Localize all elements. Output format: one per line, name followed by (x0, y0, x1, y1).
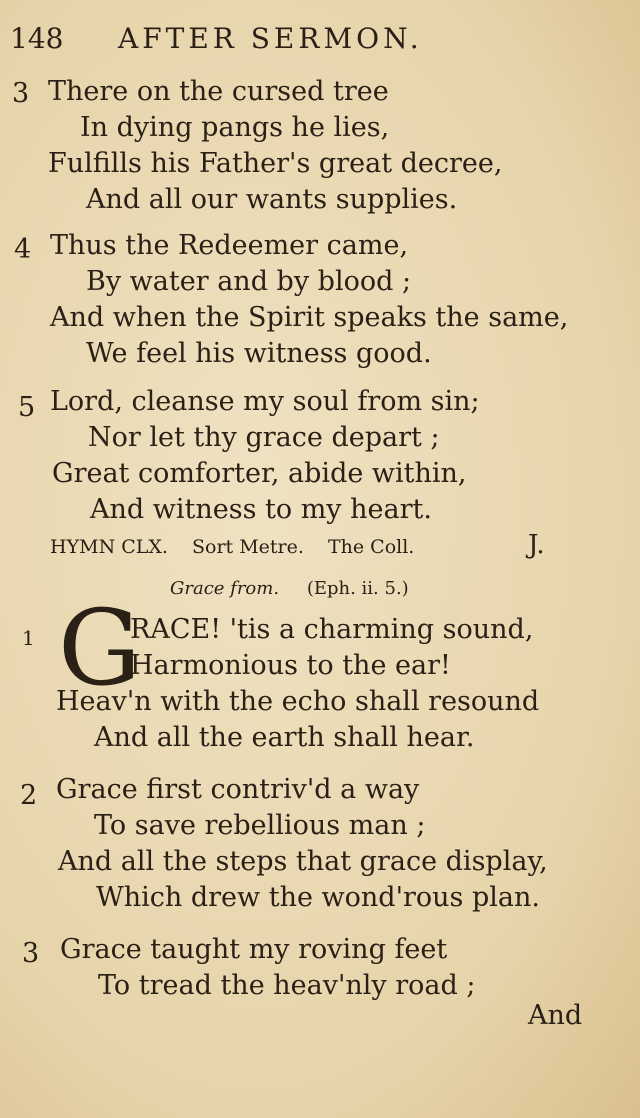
hymn-tune: The Coll. (327, 536, 415, 558)
hymn-metre: Sort Metre. (192, 536, 304, 558)
verse-line: Which drew the wond'rous plan. (96, 882, 540, 913)
verse-line: To tread the heav'nly road ; (98, 970, 476, 1001)
verse-line: RACE! 'tis a charming sound, (130, 614, 534, 645)
verse-line: There on the cursed tree (48, 76, 389, 107)
verse-line: Great comforter, abide within, (52, 458, 467, 489)
page-number: 148 (10, 22, 64, 55)
catchword: And (528, 1000, 583, 1031)
verse-line: And all our wants supplies. (86, 184, 458, 215)
hymn-title: HYMN CLX. (50, 536, 168, 558)
verse-line: Thus the Redeemer came, (50, 230, 409, 261)
drop-cap: G (58, 587, 142, 709)
stanza-number: 3 (22, 938, 40, 969)
hymn-heading (50, 536, 432, 558)
verse-line: And when the Spirit speaks the same, (50, 302, 569, 333)
page-header (10, 18, 600, 62)
verse-line: By water and by blood ; (86, 266, 412, 297)
stanza-number: 2 (20, 780, 38, 811)
running-title: AFTER SERMON. (118, 22, 423, 55)
verse-line: Grace taught my roving feet (60, 934, 448, 965)
verse-line: Fulfills his Father's great decree, (48, 148, 503, 179)
author-mark: J. (528, 530, 545, 560)
verse-line: Harmonious to the ear! (130, 650, 451, 681)
verse-line: And all the earth shall hear. (94, 722, 475, 753)
hymn-subheading (170, 578, 409, 599)
verse-line: Nor let thy grace depart ; (88, 422, 440, 453)
stanza-number: 3 (12, 78, 30, 109)
verse-line: And all the steps that grace display, (58, 846, 548, 877)
verse-line: And witness to my heart. (90, 494, 432, 525)
verse-line: In dying pangs he lies, (80, 112, 390, 143)
verse-line: To save rebellious man ; (94, 810, 426, 841)
stanza-number: 5 (18, 392, 36, 423)
stanza-number: 4 (14, 234, 32, 265)
verse-line: We feel his witness good. (86, 338, 432, 369)
stanza-number: 1 (22, 626, 35, 650)
scripture-ref: (Eph. ii. 5.) (306, 578, 409, 599)
verse-line: Lord, cleanse my soul from sin; (50, 386, 480, 417)
source-text: Grace from. (170, 578, 280, 599)
verse-line: Grace first contriv'd a way (56, 774, 420, 805)
verse-line: Heav'n with the echo shall resound (56, 686, 540, 717)
